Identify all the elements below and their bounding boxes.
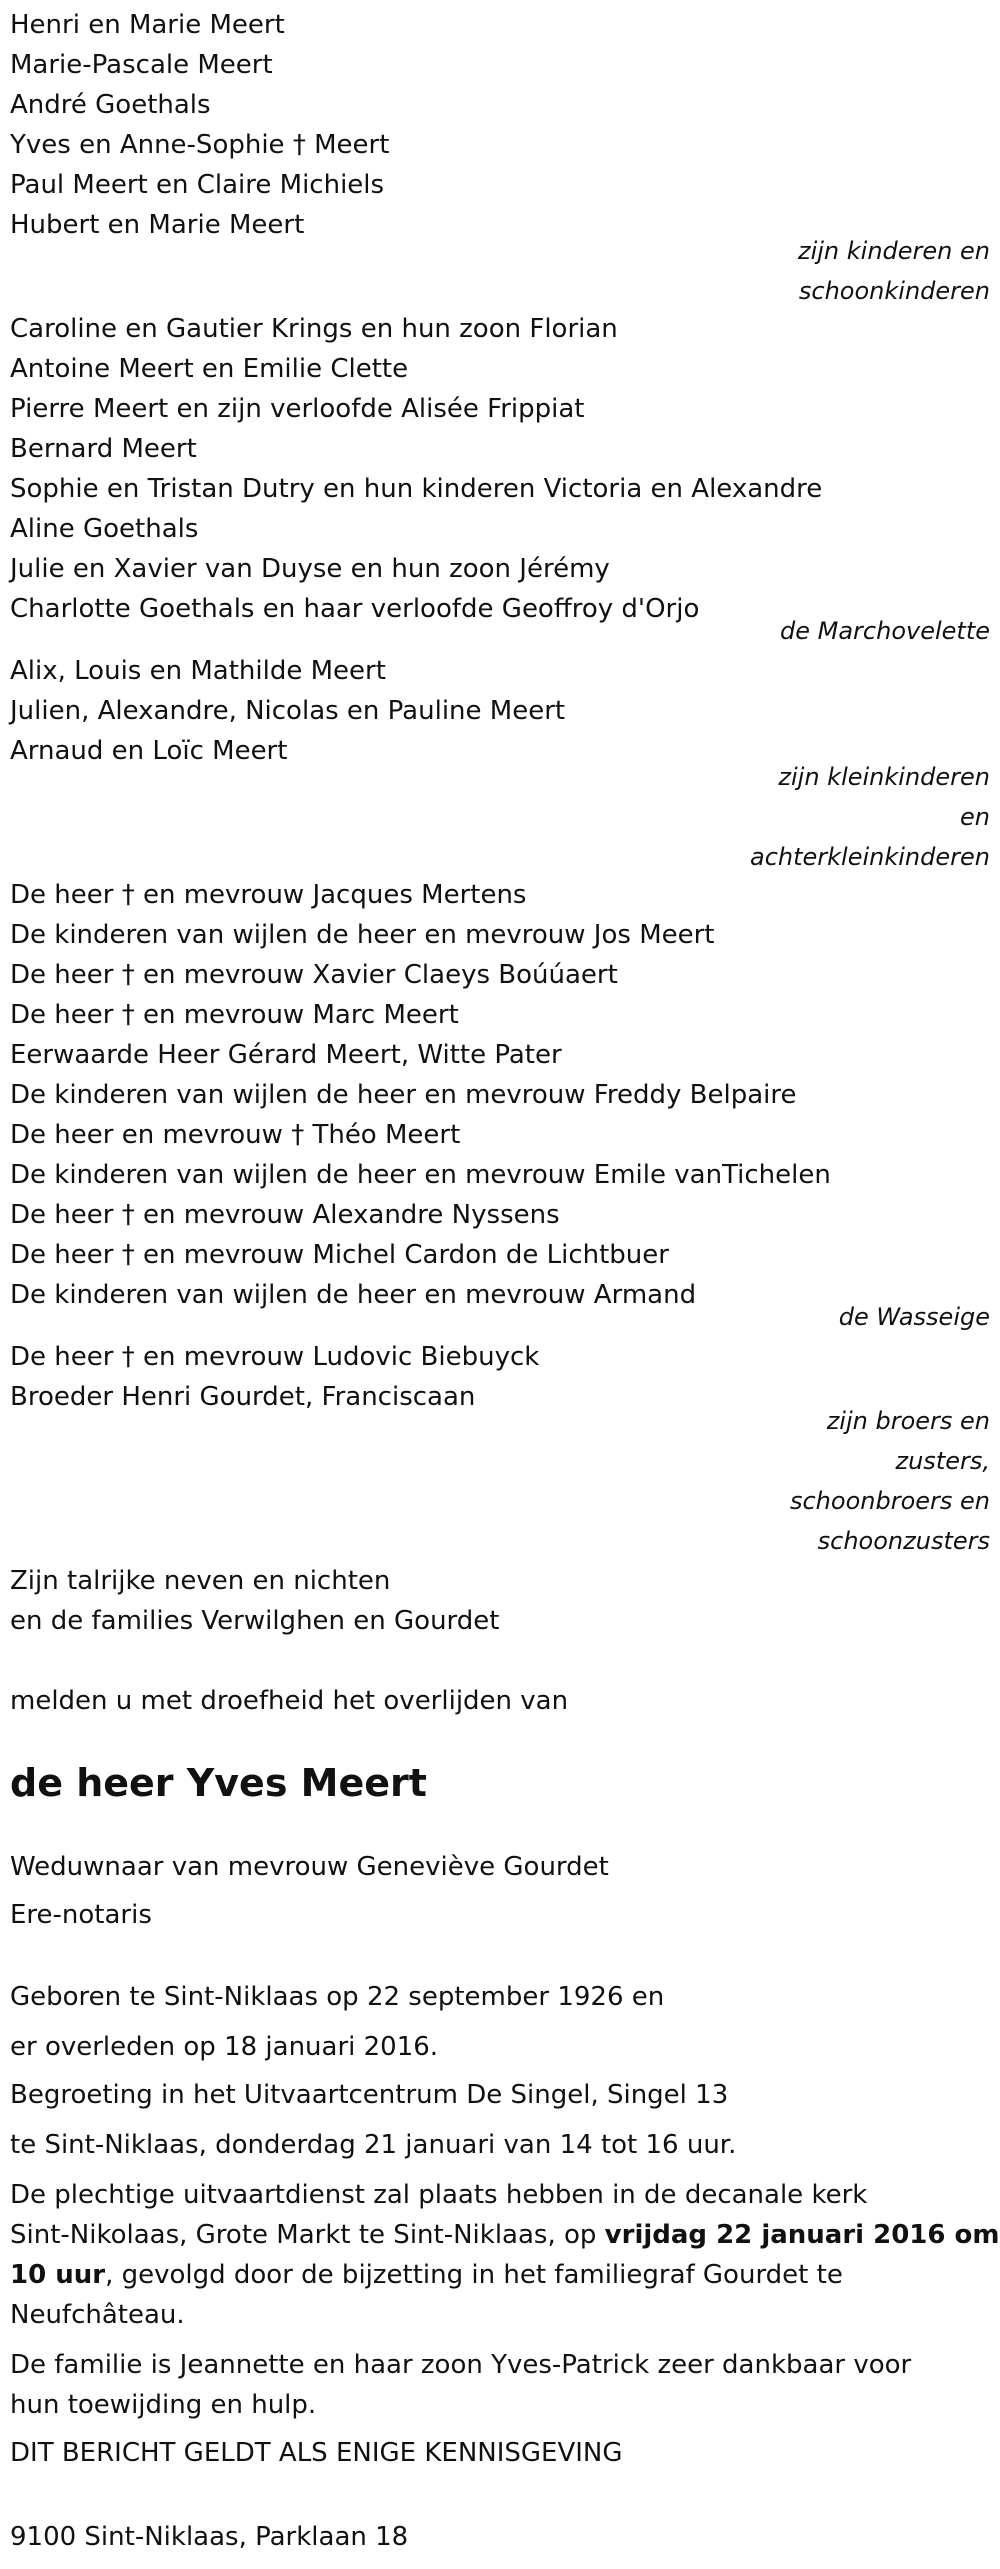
relation-caption: schoonzusters bbox=[817, 1527, 990, 1555]
service-line bbox=[10, 2258, 843, 2292]
family-line: Caroline en Gautier Krings en hun zoon Florian bbox=[10, 314, 618, 344]
family-line: De kinderen van wijlen de heer en mevrouw Jos Meert bbox=[10, 920, 715, 950]
family-line: Henri en Marie Meert bbox=[10, 10, 285, 40]
family-line: Marie-Pascale Meert bbox=[10, 50, 273, 80]
family-line: Pierre Meert en zijn verloofde Alisée Frippiat bbox=[10, 394, 585, 424]
title-line: Weduwnaar van mevrouw Geneviève Gourdet bbox=[10, 1852, 609, 1882]
service-text: , gevolgd door de bijzetting in het familiegraf Gourdet te bbox=[105, 2260, 843, 2290]
family-line: De heer † en mevrouw Ludovic Biebuyck bbox=[10, 1342, 540, 1372]
relation-caption: en bbox=[960, 803, 990, 831]
family-line: De kinderen van wijlen de heer en mevrouw Armand bbox=[10, 1280, 697, 1310]
relatives-line: en de families Verwilghen en Gourdet bbox=[10, 1606, 500, 1636]
deceased-name: de heer Yves Meert bbox=[10, 1761, 427, 1805]
family-line: Antoine Meert en Emilie Clette bbox=[10, 354, 409, 384]
family-line: De heer en mevrouw † Théo Meert bbox=[10, 1120, 461, 1150]
name-continuation: de Wasseige bbox=[838, 1303, 990, 1331]
family-line: Yves en Anne-Sophie † Meert bbox=[10, 130, 390, 160]
relation-caption: zijn broers en bbox=[826, 1407, 990, 1435]
family-line: Paul Meert en Claire Michiels bbox=[10, 170, 385, 200]
relation-caption: zijn kleinkinderen bbox=[778, 763, 990, 791]
service-line: De plechtige uitvaartdienst zal plaats hebben in de decanale kerk bbox=[10, 2180, 868, 2210]
service-line bbox=[10, 2218, 1000, 2252]
greeting-line: Begroeting in het Uitvaartcentrum De Singel, Singel 13 bbox=[10, 2080, 729, 2110]
family-line: De kinderen van wijlen de heer en mevrouw Freddy Belpaire bbox=[10, 1080, 797, 1110]
relation-caption: zusters, bbox=[895, 1447, 990, 1475]
announcement-text: melden u met droefheid het overlijden van bbox=[10, 1686, 569, 1716]
family-line: Arnaud en Loïc Meert bbox=[10, 736, 288, 766]
birth-line: Geboren te Sint-Niklaas op 22 september 1926 en bbox=[10, 1982, 665, 2012]
family-line: Alix, Louis en Mathilde Meert bbox=[10, 656, 386, 686]
family-line: Julien, Alexandre, Nicolas en Pauline Meert bbox=[10, 696, 566, 726]
thanks-line: De familie is Jeannette en haar zoon Yves-Patrick zeer dankbaar voor bbox=[10, 2350, 912, 2380]
greeting-line: te Sint-Niklaas, donderdag 21 januari van 14 tot 16 uur. bbox=[10, 2130, 737, 2160]
death-line: er overleden op 18 januari 2016. bbox=[10, 2032, 439, 2062]
family-line: De heer † en mevrouw Jacques Mertens bbox=[10, 880, 527, 910]
family-line: De heer † en mevrouw Michel Cardon de Lichtbuer bbox=[10, 1240, 669, 1270]
relatives-line: Zijn talrijke neven en nichten bbox=[10, 1566, 391, 1596]
address-line: 9100 Sint-Niklaas, Parklaan 18 bbox=[10, 2522, 409, 2552]
family-line: André Goethals bbox=[10, 90, 211, 120]
family-line: Sophie en Tristan Dutry en hun kinderen Victoria en Alexandre bbox=[10, 474, 823, 504]
service-date-bold: vrijdag 22 januari 2016 om bbox=[604, 2220, 1000, 2250]
relation-caption: schoonbroers en bbox=[789, 1487, 990, 1515]
thanks-line: hun toewijding en hulp. bbox=[10, 2390, 317, 2420]
family-line: Julie en Xavier van Duyse en hun zoon Jérémy bbox=[10, 554, 610, 584]
notice-line: DIT BERICHT GELDT ALS ENIGE KENNISGEVING bbox=[10, 2438, 623, 2468]
family-line: Charlotte Goethals en haar verloofde Geoffroy d'Orjo bbox=[10, 594, 700, 624]
service-line: Neufchâteau. bbox=[10, 2300, 185, 2330]
family-line: Bernard Meert bbox=[10, 434, 197, 464]
family-line: De heer † en mevrouw Marc Meert bbox=[10, 1000, 459, 1030]
relation-caption: achterkleinkinderen bbox=[750, 843, 990, 871]
relation-caption: zijn kinderen en bbox=[798, 237, 990, 265]
service-time-bold: 10 uur bbox=[10, 2260, 106, 2290]
family-line: Hubert en Marie Meert bbox=[10, 210, 305, 240]
family-line: Eerwaarde Heer Gérard Meert, Witte Pater bbox=[10, 1040, 562, 1070]
title-line: Ere-notaris bbox=[10, 1900, 152, 1930]
name-continuation: de Marchovelette bbox=[780, 617, 990, 645]
relation-caption: schoonkinderen bbox=[798, 277, 990, 305]
service-text: Sint-Nikolaas, Grote Markt te Sint-Niklaas, op bbox=[10, 2220, 605, 2250]
family-line: De heer † en mevrouw Alexandre Nyssens bbox=[10, 1200, 560, 1230]
family-line: Aline Goethals bbox=[10, 514, 199, 544]
family-line: De kinderen van wijlen de heer en mevrouw Emile vanTichelen bbox=[10, 1160, 831, 1190]
family-line: De heer † en mevrouw Xavier Claeys Boúúaert bbox=[10, 960, 618, 990]
family-line: Broeder Henri Gourdet, Franciscaan bbox=[10, 1382, 476, 1412]
